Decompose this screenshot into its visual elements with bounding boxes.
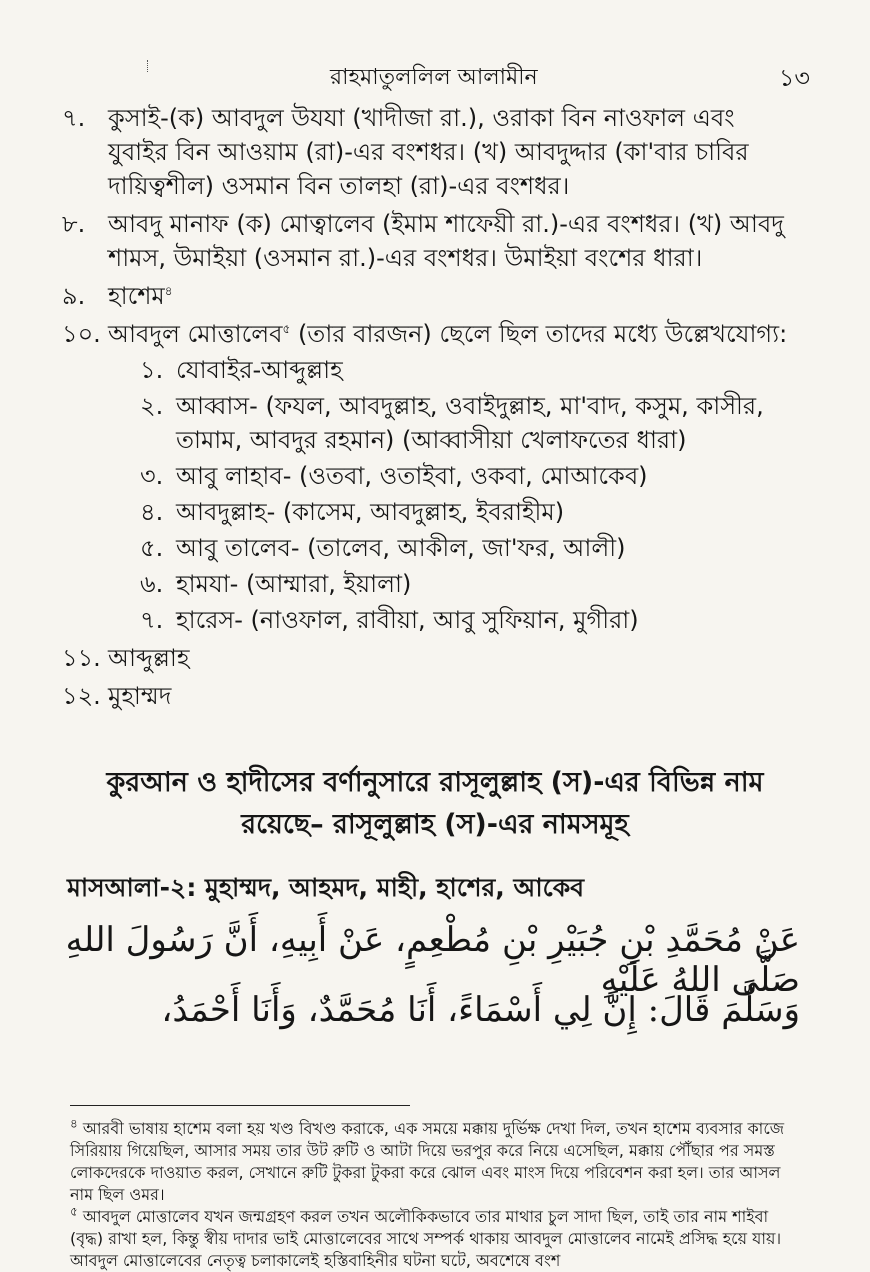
heading-line: রয়েছে– রাসূলুল্লাহ (স)-এর নামসমূহ xyxy=(241,809,629,840)
sub-item xyxy=(140,495,802,529)
item-number: ৮. xyxy=(62,210,86,238)
sub-text: আব্বাস- (ফযল, আবদুল্লাহ, ওবাইদুল্লাহ, মা'বাদ, কসুম, কাসীর, তামাম, আবদুর রহমান) (আব্বাসীয়া খেলাফতের ধারা) xyxy=(176,392,764,454)
list-item xyxy=(62,101,802,203)
footnote xyxy=(70,1206,805,1272)
sons-list xyxy=(108,353,802,637)
masala-heading: মাসআলা-২: মুহাম্মদ, আহমদ, মাহী, হাশের, আকেব xyxy=(67,873,585,902)
sub-text: আবু তালেব- (তালেব, আকীল, জা'ফর, আলী) xyxy=(176,534,626,562)
sub-item xyxy=(140,389,802,457)
sub-number: ৬. xyxy=(140,570,164,598)
section-heading xyxy=(40,762,830,846)
sub-text: আবু লাহাব- (ওতবা, ওতাইবা, ওকবা, মোআকেব) xyxy=(176,462,648,490)
list-item xyxy=(62,279,802,313)
list-item xyxy=(62,317,802,637)
item-number: ৭. xyxy=(62,104,86,132)
sub-number: ৪. xyxy=(140,498,164,526)
sub-item xyxy=(140,567,802,601)
footnote-text: আরবী ভাষায় হাশেম বলা হয় খণ্ড বিখণ্ড করাকে, এক সময়ে মক্কায় দুর্ভিক্ষ দেখা দিল, তখন হাশেম ব্যবসার কাজে সিরিয়ায় গিয়েছিল, আসার সময় তার উট রুটি ও আটা দিয়ে ভরপুর করে নিয়ে এসেছিল, মক্কায় পৌঁছার পর সমস্ত লোকদেরকে দাওয়াত করল, সেখানে রুটি টুকরা টুকরা করে ঝোল এবং মাংস দিয়ে পরিবেশন করা হল। তার আসল নাম ছিল ওমর। xyxy=(70,1119,785,1204)
sub-item xyxy=(140,353,802,387)
sub-text: যোবাইর-আব্দুল্লাহ xyxy=(176,356,343,384)
arabic-line: وَسَلَّمَ قَالَ: إِنَّ لِي أَسْمَاءً، أَنَا مُحَمَّدٌ، وَأَنَا أَحْمَدُ، xyxy=(161,990,800,1030)
item-text: কুসাই-(ক) আবদুল উযযা (খাদীজা রা.), ওরাকা বিন নাওফাল এবং যুবাইর বিন আওয়াম (রা)-এর বংশধর। (খ) আবদুদ্দার (কা'বার চাবির দায়িত্বশীল) ওসমান বিন তালহা (রা)-এর বংশধর। xyxy=(108,104,749,200)
footnote-text: আবদুল মোত্তালেব যখন জন্মগ্রহণ করল তখন অলৌকিকভাবে তার মাথার চুল সাদা ছিল, তাই তার নাম শাইবা (বৃদ্ধ) রাখা হল, কিন্তু স্বীয় দাদার ভাই মোত্তালেবের সাথে সম্পর্ক থাকায় আবদুল মোত্তালেব নামেই প্রসিদ্ধ হয়ে যায়। আবদুল মোত্তালেবের নেতৃত্ব চলাকালেই হস্তিবাহিনীর ঘটনা ঘটে, অবশেষে বংশ xyxy=(70,1207,782,1270)
sub-number: ৩. xyxy=(140,462,164,490)
footnote-mark: ৫ xyxy=(70,1204,78,1219)
heading-line: কুরআন ও হাদীসের বর্ণানুসারে রাসূলুল্লাহ (স)-এর বিভিন্ন নাম xyxy=(106,767,764,798)
footnote-rule xyxy=(70,1105,410,1106)
arabic-line: عَنْ مُحَمَّدِ بْنِ جُبَيْرِ بْنِ مُطْعِمٍ، عَنْ أَبِيهِ، أَنَّ رَسُولَ اللهِ صَلَّى اللهُ عَلَيْهِ xyxy=(65,920,800,1000)
list-item xyxy=(62,207,802,275)
sub-text: হারেস- (নাওফাল, রাবীয়া, আবু সুফিয়ান, মুগীরা) xyxy=(176,606,639,634)
page-number: ১৩ xyxy=(778,64,810,92)
item-number: ১০. xyxy=(62,320,101,348)
footnote-mark: ৪ xyxy=(70,1116,78,1131)
item-text: (তার বারজন) ছেলে ছিল তাদের মধ্যে উল্লেখযোগ্য: xyxy=(290,320,788,348)
sub-number: ৫. xyxy=(140,534,164,562)
item-number: ১১. xyxy=(62,644,101,672)
footnotes xyxy=(70,1118,805,1272)
sub-item xyxy=(140,603,802,637)
item-text: হাশেম xyxy=(108,282,165,310)
sub-item xyxy=(140,531,802,565)
lineage-list xyxy=(62,101,802,717)
sub-item xyxy=(140,459,802,493)
item-text: আবদুল মোত্তালেব xyxy=(108,320,283,348)
sub-number: ১. xyxy=(140,356,164,384)
margin-mark xyxy=(147,60,149,72)
item-text: আব্দুল্লাহ xyxy=(108,644,190,672)
footnote-ref: ৪ xyxy=(164,284,173,298)
sub-text: আবদুল্লাহ- (কাসেম, আবদুল্লাহ, ইবরাহীম) xyxy=(176,498,565,526)
item-number: ৯. xyxy=(62,282,86,310)
list-item xyxy=(62,679,802,713)
sub-text: হামযা- (আম্মারা, ইয়ালা) xyxy=(176,570,412,598)
list-item xyxy=(62,641,802,675)
item-number: ১২. xyxy=(62,682,101,710)
running-title: রাহমাতুললিল আলামীন xyxy=(330,65,538,90)
item-text: মুহাম্মদ xyxy=(108,682,172,710)
footnote-ref: ৫ xyxy=(282,322,291,336)
footnote xyxy=(70,1118,805,1206)
running-head xyxy=(0,60,870,94)
sub-number: ২. xyxy=(140,392,164,420)
sub-number: ৭. xyxy=(140,606,164,634)
item-text: আবদু মানাফ (ক) মোত্বালেব (ইমাম শাফেয়ী রা.)-এর বংশধর। (খ) আবদু শামস, উমাইয়া (ওসমান রা.)-এর বংশধর। উমাইয়া বংশের ধারা। xyxy=(108,210,784,272)
